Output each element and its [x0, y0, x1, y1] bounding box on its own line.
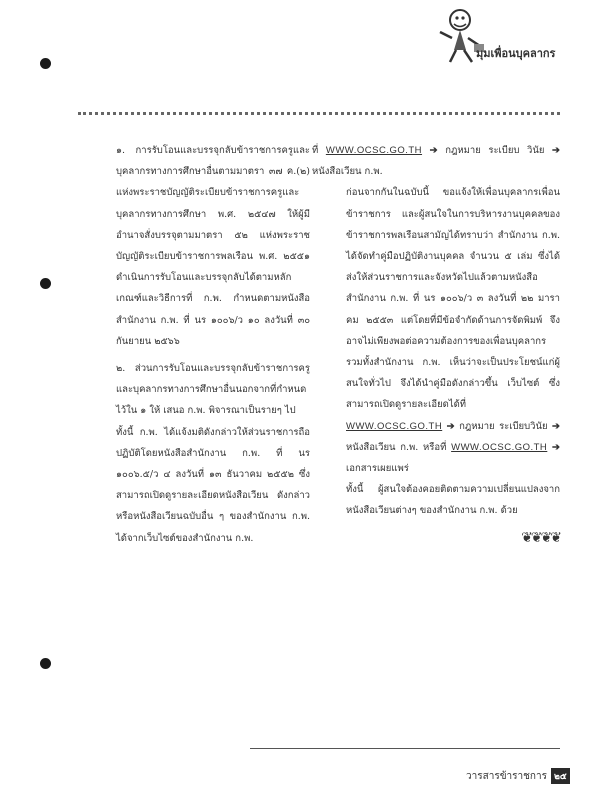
arrow-icon: ➔ — [429, 145, 438, 156]
right-column — [312, 140, 560, 549]
announcement-text: ก่อนจากกันในฉบับนี้ ขอแจ้งให้เพื่อนบุคลากรเพื่อนข้าราชการ และผู้สนใจในการบริหารงานบุคคลของข้าราชการพลเรือนสามัญได้ทราบว่า สำนักงาน ก.พ. ได้จัดทำคู่มือปฏิบัติงานบุคคล จำนวน ๕ เล่ม ซึ่งได้ส่งให้ส่วนราชการและจังหวัดไปแล้วตามหนังสือ สำนักงาน ก.พ. ที่ นร ๑๐๐๖/ว ๓ ลงวันที่ ๒๒ มาราคม ๒๕๕๓ แต่โดยที่มีข้อจำกัดด้านการจัดพิมพ์ จึงอาจไม่เพียงพอต่อความต้องการของเพื่อนบุคลากร รวมทั้งสำนักงาน ก.พ. เห็นว่าจะเป็นประโยชน์แก่ผู้สนใจทั่วไป จึงได้นำคู่มือดังกล่าวขึ้น เว็บไซต์ ซึ่งสามารถเปิดดูรายละเอียดได้ที่ — [346, 187, 560, 411]
left-column — [82, 140, 310, 549]
url-paragraph — [312, 140, 560, 182]
ocsc-link-2[interactable]: WWW.OCSC.GO.TH — [346, 420, 443, 432]
end-ornament-icon: ❦❦❦❦ — [521, 529, 560, 546]
nav-path-2: หนังสือเวียน ก.พ. — [312, 166, 383, 178]
paragraph-1: ๑. การรับโอนและบรรจุกลับข้าราชการครูและบุคลากรทางการศึกษาอื่นตามมาตรา ๓๗ ค.(๒) แห่งพระราชบัญญัติระเบียบข้าราชการครูและบุคลากรทางการศึกษา พ.ศ. ๒๕๔๗ ให้ผู้มีอำนาจสั่งบรรจุตามมาตรา ๕๒ แห่งพระราชบัญญัติระเบียบข้าราชการพลเรือน พ.ศ. ๒๕๕๑ ดำเนินการรับโอนและบรรจุกลับได้ตามหลักเกณฑ์และวิธีการที่ ก.พ. กำหนดตามหนังสือ สำนักงาน ก.พ. ที่ นร ๑๐๐๖/ว ๑๐ ลงวันที่ ๓๐ กันยายน ๒๕๖๖ — [116, 145, 310, 347]
paragraph-announcement — [312, 182, 560, 479]
ocsc-link-3[interactable]: WWW.OCSC.GO.TH — [451, 441, 548, 453]
footer-rule — [250, 748, 560, 749]
arrow-icon: ➔ — [552, 420, 560, 432]
binder-hole — [40, 278, 51, 289]
paragraph-closing: ทั้งนี้ ผู้สนใจต้องคอยติดตามความเปลี่ยนแปลงจากหนังสือเวียนต่างๆ ของสำนักงาน ก.พ. ด้วย — [346, 484, 560, 517]
nav-path-1: กฎหมาย ระเบียบ วินัย — [445, 145, 545, 156]
arrow-icon: ➔ — [446, 420, 455, 432]
lead-text: ที่ — [312, 145, 319, 156]
binder-hole — [40, 58, 51, 69]
ocsc-link[interactable]: WWW.OCSC.GO.TH — [325, 145, 423, 156]
paragraph-3: ทั้งนี้ ก.พ. ได้แจ้งมติดังกล่าวให้ส่วนราชการถือปฏิบัติโดยหนังสือสำนักงาน ก.พ. ที่ นร ๑๐๐๖.๕/ว ๔ ลงวันที่ ๑๓ ธันวาคม ๒๕๕๒ ซึ่งสามารถเปิดดูรายละเอียดหนังสือเวียน ดังกล่าว หรือหนังสือเวียนฉบับอื่น ๆ ของสำนักงาน ก.พ. ได้จากเว็บไซต์ของสำนักงาน ก.พ. — [116, 426, 310, 544]
dotted-divider — [78, 112, 560, 115]
binder-hole — [40, 658, 51, 669]
arrow-icon: ➔ — [552, 145, 560, 156]
arrow-icon: ➔ — [552, 441, 560, 453]
nav-path-4: หนังสือเวียน ก.พ. หรือที่ — [346, 441, 447, 453]
paragraph-2: ๒. ส่วนการรับโอนและบรรจุกลับข้าราชการครูและบุคลากรทางการศึกษาอื่นนอกจากที่กำหนดไว้ใน ๑ ให้ เสนอ ก.พ. พิจารณาเป็นรายๆ ไป — [116, 363, 310, 417]
page-number: ๒๕ — [551, 768, 570, 784]
journal-name: วารสารข้าราชการ — [466, 770, 547, 782]
footer — [466, 768, 570, 784]
nav-path-5: เอกสารเผยแพร่ — [346, 463, 409, 475]
nav-path-3: กฎหมาย ระเบียบวินัย — [459, 420, 548, 432]
section-title: มุมเพื่อนบุคลากร — [476, 47, 556, 60]
